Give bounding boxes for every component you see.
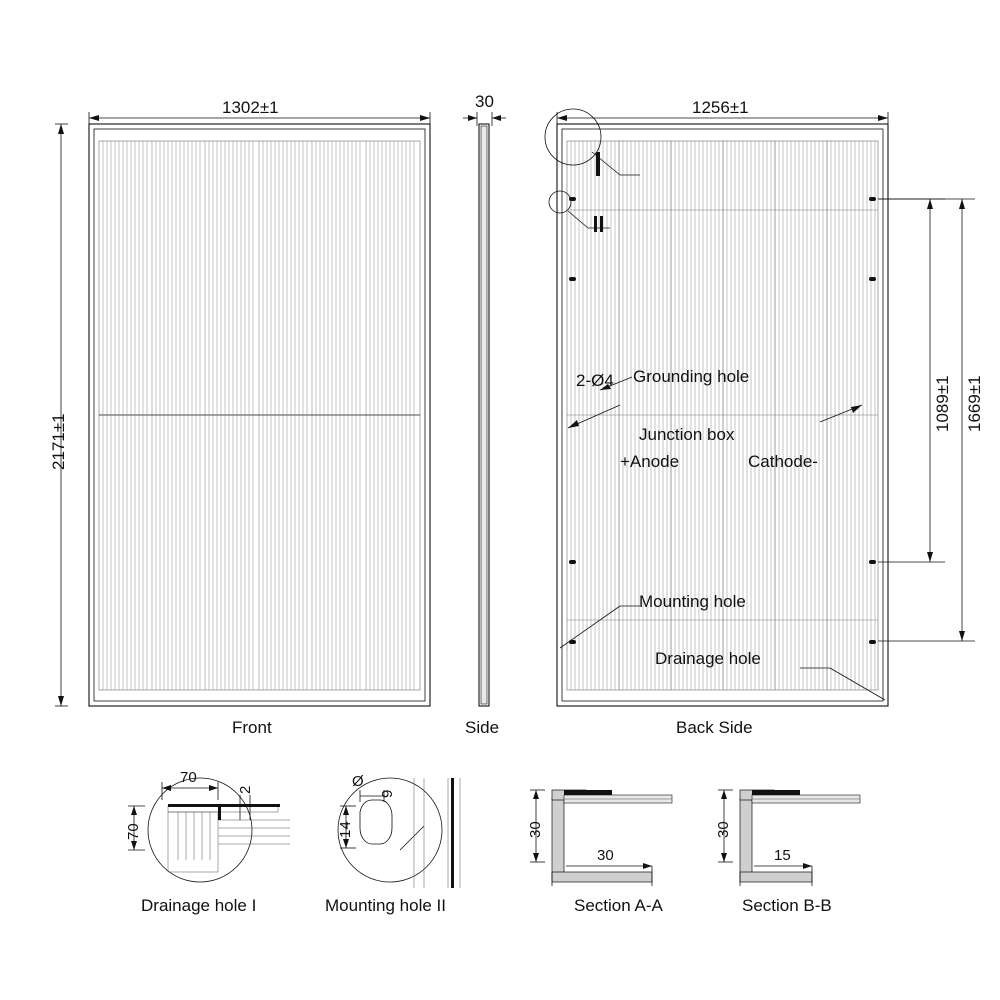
callout-junction-box: Junction box [639,425,735,444]
section-aa-dim-height: 30 [527,821,544,838]
detail-drainage-dim-right: 2 [237,785,254,794]
dimension-front-height: 2171±1 [49,413,68,470]
callout-anode: +Anode [620,452,680,471]
detail-label-drainage-hole-i: Drainage hole I [141,896,257,915]
detail-mounting-dim-diameter: Ø [352,773,364,790]
callout-grounding-hole: Grounding hole [633,367,750,386]
callout-grounding-spec: 2-Ø4 [576,371,614,390]
view-label-side: Side [465,718,500,737]
dimension-mount-span-inner: 1089±1 [933,375,952,432]
section-bb-dim-height: 30 [715,821,732,838]
detail-drainage-dim-top: 70 [180,769,197,786]
detail-mounting-dim-width: 9 [379,789,396,798]
view-label-back: Back Side [676,718,753,737]
section-aa-dim-width: 30 [597,847,614,864]
dimension-back-width: 1256±1 [692,98,749,117]
detail-label-section-bb: Section B-B [742,896,832,915]
dimension-mount-span-outer: 1669±1 [965,375,984,432]
callout-cathode: Cathode- [748,452,818,471]
detail-label-mounting-hole-ii: Mounting hole II [325,896,446,915]
dimension-side-thickness: 30 [475,92,494,111]
dimension-front-width: 1302±1 [222,98,279,117]
detail-label-section-aa: Section A-A [574,896,663,915]
view-label-front: Front [232,718,272,737]
detail-drainage-dim-left: 70 [125,823,142,840]
callout-drainage-hole: Drainage hole [655,649,761,668]
callout-mounting-hole: Mounting hole [639,592,746,611]
section-bb-dim-width: 15 [774,847,791,864]
detail-mounting-dim-height: 14 [337,821,354,838]
